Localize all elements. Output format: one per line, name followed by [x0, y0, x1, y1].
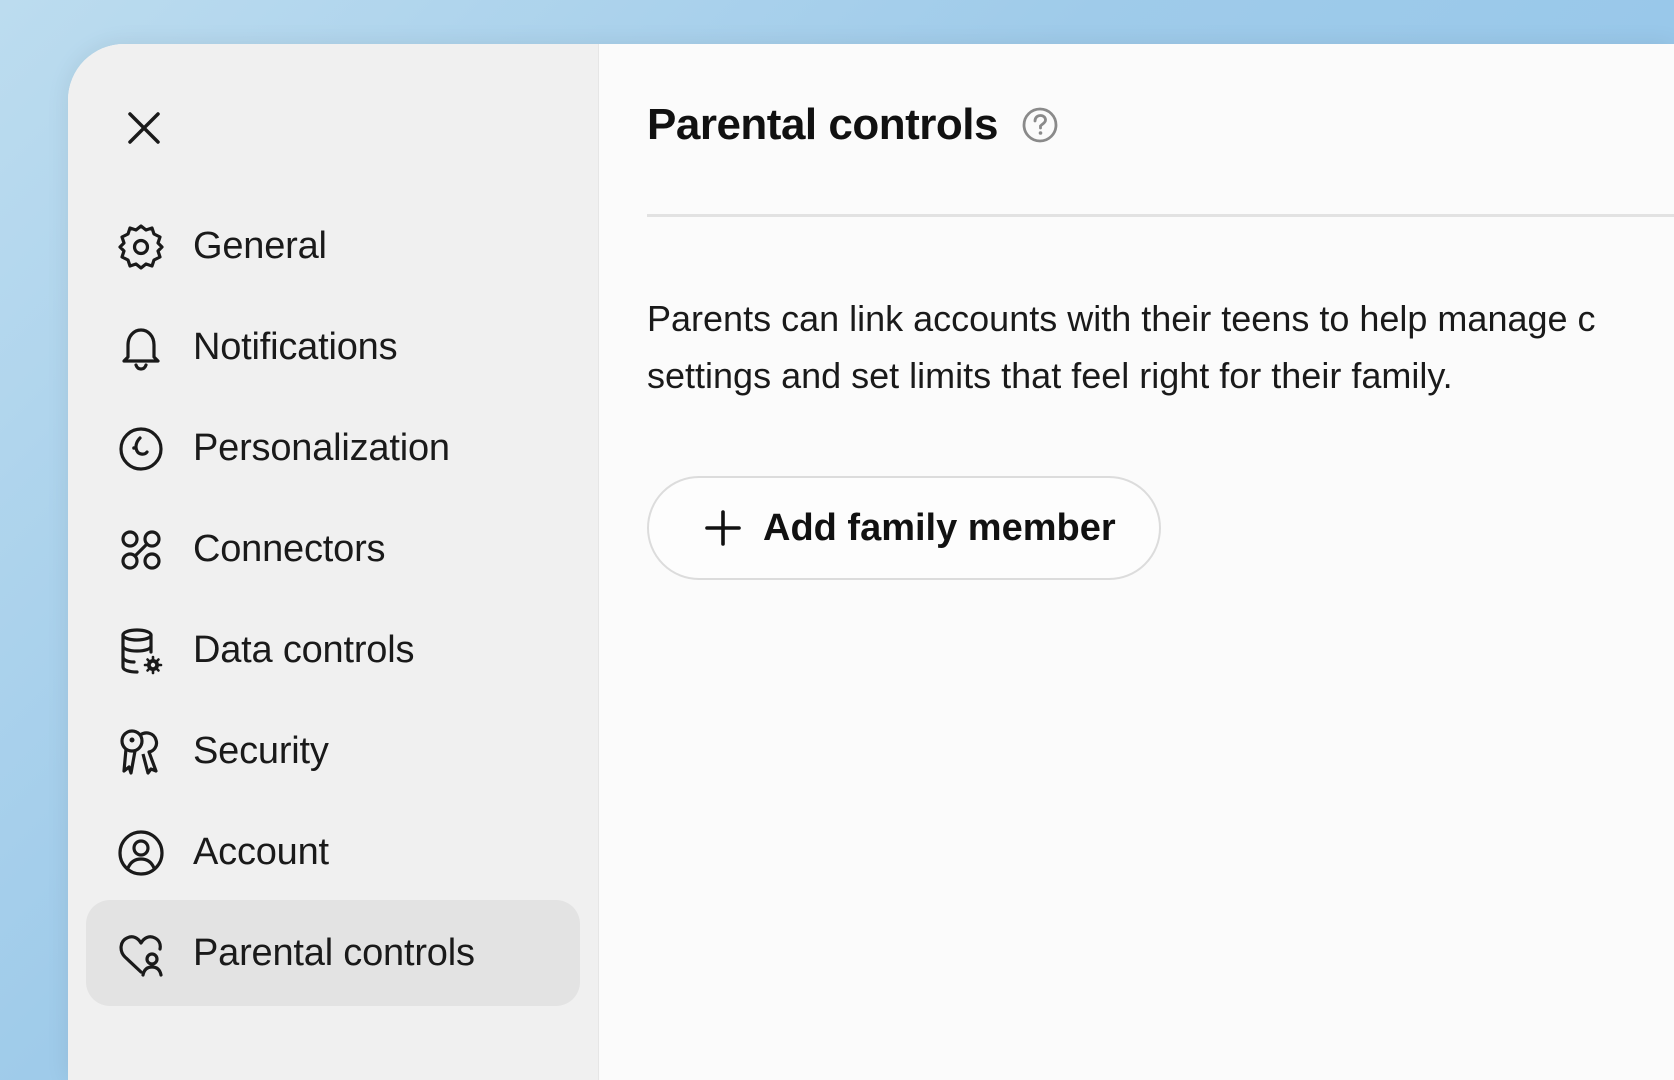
sidebar-item-parental-controls[interactable] [86, 900, 580, 1006]
add-family-member-label: Add family member [763, 506, 1116, 549]
sidebar-item-label: General [193, 224, 327, 267]
question-circle-icon[interactable] [1020, 105, 1060, 145]
sidebar-item-data-controls[interactable] [86, 597, 580, 703]
sidebar-item-label: Data controls [193, 628, 415, 671]
plus-icon [703, 508, 743, 548]
settings-window [68, 44, 1674, 1080]
divider [647, 214, 1674, 217]
sidebar-item-label: Personalization [193, 426, 450, 469]
close-icon [124, 108, 164, 148]
sidebar-item-connectors[interactable] [86, 496, 580, 602]
sidebar-item-notifications[interactable] [86, 294, 580, 400]
sidebar-item-label: Connectors [193, 527, 386, 570]
parental-controls-description [647, 290, 1674, 404]
gear-icon [116, 222, 166, 272]
sidebar-item-general[interactable] [86, 193, 580, 299]
bell-icon [116, 323, 166, 373]
security-key-icon [116, 727, 166, 777]
sidebar-item-account[interactable] [86, 799, 580, 905]
close-button[interactable] [120, 104, 168, 152]
user-circle-icon [116, 828, 166, 878]
sidebar-item-label: Notifications [193, 325, 398, 368]
sidebar-item-label: Parental controls [193, 931, 475, 974]
description-line-2: settings and set limits that feel right for their family. [647, 355, 1453, 396]
sidebar-item-security[interactable] [86, 698, 580, 804]
sidebar-item-label: Security [193, 729, 329, 772]
database-gear-icon [116, 626, 166, 676]
add-family-member-button[interactable] [647, 476, 1161, 580]
sidebar-item-label: Account [193, 830, 329, 873]
heart-person-icon [116, 929, 166, 979]
personalization-icon [116, 424, 166, 474]
sidebar-item-personalization[interactable] [86, 395, 580, 501]
settings-main-panel [599, 44, 1674, 1080]
settings-sidebar [68, 44, 599, 1080]
description-line-1: Parents can link accounts with their teens to help manage c [647, 298, 1596, 339]
title-row [647, 100, 1060, 150]
connectors-icon [116, 525, 166, 575]
page-title: Parental controls [647, 100, 998, 149]
